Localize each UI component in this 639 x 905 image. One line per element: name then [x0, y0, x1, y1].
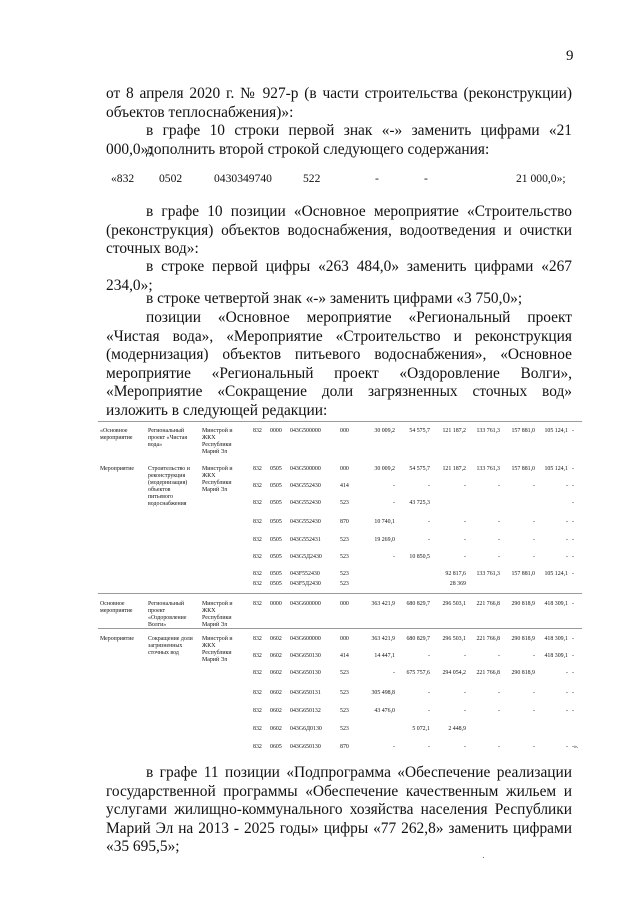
table-cell: -: [572, 670, 574, 676]
table-cell: -: [464, 708, 466, 714]
table-cell: 043G650130: [290, 744, 321, 750]
table-cell: 221 766,8: [476, 636, 500, 642]
table-cell: -: [393, 554, 395, 560]
table-cell: 832: [253, 601, 262, 607]
table-divider: [98, 628, 582, 629]
table-cell: 0602: [270, 708, 282, 714]
table-cell: -: [498, 744, 500, 750]
table-cell: -: [498, 554, 500, 560]
table-cell: 680 829,7: [406, 636, 430, 642]
table-cell: -: [498, 653, 500, 659]
table-cell: 832: [253, 653, 262, 659]
table-cell: 832: [253, 554, 262, 560]
table-cell: 832: [253, 670, 262, 676]
table-cell: -: [428, 690, 430, 696]
table-cell: -: [572, 571, 574, 577]
table-cell: -: [498, 483, 500, 489]
table-cell: 043G552430: [290, 519, 321, 525]
table-cell: 414: [340, 653, 349, 659]
table-cell: 043F552430: [290, 571, 320, 577]
table-cell: 43 725,3: [409, 500, 430, 506]
table-cell: 10 740,1: [374, 519, 395, 525]
table-cell: 043G650130: [290, 670, 321, 676]
table-cell: -: [572, 428, 574, 434]
table-cell: 0602: [270, 670, 282, 676]
table-cell: 043G650131: [290, 690, 321, 696]
table-cell-executor: Минстрой и ЖКХ Республики Марий Эл: [202, 636, 233, 663]
table-cell: 832: [253, 483, 262, 489]
paragraph-final: в графе 11 позиции «Подпрограмма «Обеспечение реализации государственной программы «Обеспечение качественным жильем и услугами жилищно-коммунального хозяйства населения Республики Марий Эл на 2013 - 2025 годы» цифры «77 262,8» заменить цифрами «35 695,5»;: [106, 764, 572, 856]
table-cell: 133 761,3: [476, 571, 500, 577]
table-cell: 0505: [270, 537, 282, 543]
table-cell: 870: [340, 744, 349, 750]
table-cell: 000: [340, 428, 349, 434]
inserted-row-cell: 0430349740: [214, 172, 272, 185]
table-cell: 290 818,9: [511, 670, 535, 676]
table-cell: -: [428, 537, 430, 543]
table-cell: 121 187,2: [442, 466, 466, 472]
page-number: 9: [566, 48, 574, 64]
table-cell-kind: Основное мероприятие: [100, 601, 133, 614]
table-cell: -: [572, 708, 574, 714]
table-cell: -: [566, 670, 568, 676]
table-cell: -: [572, 537, 574, 543]
paragraph-6: в строке четвертой знак «-» заменить цифрами «3 750,0»;: [146, 290, 523, 307]
table-cell: -: [566, 554, 568, 560]
table-cell: -: [464, 744, 466, 750]
table-cell: 675 757,6: [406, 670, 430, 676]
paragraph-2: в графе 10 строки первой знак «-» заменить цифрами «21 000,0»;: [106, 122, 572, 158]
table-cell: 105 124,1: [544, 428, 568, 434]
table-cell: 14 447,1: [374, 653, 395, 659]
table-cell: -: [393, 744, 395, 750]
table-cell: 0602: [270, 636, 282, 642]
table-cell: 157 881,0: [511, 428, 535, 434]
table-cell: -: [464, 653, 466, 659]
table-cell: 832: [253, 428, 262, 434]
table-cell: 523: [340, 554, 349, 560]
table-cell: 523: [340, 690, 349, 696]
table-cell: 043F5Д2430: [290, 581, 321, 587]
table-cell: 870: [340, 519, 349, 525]
table-cell: 043G552430: [290, 500, 321, 506]
table-cell: 30 009,2: [374, 466, 395, 472]
table-divider: [98, 421, 582, 422]
table-cell: 0000: [270, 601, 282, 607]
table-cell-executor: Минстрой и ЖКХ Республики Марий Эл: [202, 601, 233, 628]
table-cell-name: Строительство и реконструкция (модернизация) объектов питьевого водоснабжения: [148, 466, 190, 507]
table-cell: 290 818,9: [511, 601, 535, 607]
table-cell: 28 369: [449, 581, 466, 587]
table-cell: 133 761,3: [476, 466, 500, 472]
table-cell: 221 766,8: [476, 601, 500, 607]
table-cell: -: [566, 483, 568, 489]
table-cell: 0505: [270, 571, 282, 577]
table-cell-name: Сокращение доли загрязненных сточных вод: [148, 636, 193, 656]
table-cell: 523: [340, 708, 349, 714]
table-cell: 043G5Д2430: [290, 554, 322, 560]
table-cell-name: Региональный проект «Чистая вода»: [148, 428, 188, 448]
table-cell: -: [428, 519, 430, 525]
table-cell: -: [533, 690, 535, 696]
table-cell: -: [464, 519, 466, 525]
table-cell: 000: [340, 636, 349, 642]
table-cell: -: [464, 483, 466, 489]
table-cell: 418 309,1: [544, 601, 568, 607]
table-cell: -: [393, 500, 395, 506]
table-cell: 0602: [270, 726, 282, 732]
table-cell: 043G500000: [290, 428, 321, 434]
table-cell: 832: [253, 519, 262, 525]
paragraph-5: в строке первой цифры «263 484,0» заменить цифрами «267 234,0»;: [106, 258, 572, 294]
table-cell: 414: [340, 483, 349, 489]
table-cell: 305 498,8: [371, 690, 395, 696]
table-cell: 523: [340, 726, 349, 732]
table-cell: -: [464, 690, 466, 696]
table-cell-kind: «Основное мероприятие: [100, 428, 133, 441]
table-cell: 0505: [270, 519, 282, 525]
table-cell: -: [393, 483, 395, 489]
table-cell: 0605: [270, 744, 282, 750]
table-cell: -: [533, 744, 535, 750]
table-cell: -: [572, 466, 574, 472]
paragraph-3: дополнить второй строкой следующего содержания:: [146, 141, 490, 158]
table-cell: 832: [253, 581, 262, 587]
table-cell: -: [566, 744, 568, 750]
table-cell: 0000: [270, 428, 282, 434]
table-cell: -: [428, 483, 430, 489]
table-cell: 832: [253, 690, 262, 696]
table-cell: -: [393, 670, 395, 676]
table-cell: 043G552431: [290, 537, 321, 543]
table-cell: 2 448,9: [448, 726, 466, 732]
table-cell: 832: [253, 708, 262, 714]
table-cell: -: [572, 519, 574, 525]
table-cell: 157 881,0: [511, 466, 535, 472]
table-cell: 0505: [270, 500, 282, 506]
inserted-row-cell: «832: [111, 172, 135, 185]
table-cell: -: [566, 537, 568, 543]
table-cell: 832: [253, 466, 262, 472]
table-cell: 5 072,1: [412, 726, 430, 732]
table-cell: -: [566, 519, 568, 525]
inserted-row-cell: -: [375, 172, 379, 185]
table-cell: 000: [340, 466, 349, 472]
table-cell: -: [533, 483, 535, 489]
table-cell: 294 054,2: [442, 670, 466, 676]
table-cell: 000: [340, 601, 349, 607]
table-cell: 0505: [270, 466, 282, 472]
table-cell: -: [498, 690, 500, 696]
table-cell: 832: [253, 537, 262, 543]
table-cell: 043G600000: [290, 601, 321, 607]
table-cell: 043G6Д0130: [290, 726, 322, 732]
table-cell: 832: [253, 500, 262, 506]
table-cell: 105 124,1: [544, 571, 568, 577]
inserted-row-cell: 0502: [159, 172, 183, 185]
table-cell: 832: [253, 636, 262, 642]
table-cell: 221 766,8: [476, 670, 500, 676]
table-cell: -».: [572, 744, 579, 750]
table-cell: 043G500000: [290, 466, 321, 472]
paragraph-7: позиции «Основное мероприятие «Региональный проект «Чистая вода», «Мероприятие «Строительство и реконструкция (модернизация) объектов питьевого водоснабжения», «Основное мероприятие «Региональный проект «Оздоровление Волги», «Мероприятие «Сокращение доли загрязненных сточных вод» изложить в следующей редакции:: [106, 309, 572, 419]
table-cell: -: [572, 500, 574, 506]
table-cell: 832: [253, 571, 262, 577]
table-cell: -: [464, 537, 466, 543]
paragraph-1: от 8 апреля 2020 г. № 927-р (в части строительства (реконструкции) объектов теплоснабжения)»:: [106, 85, 572, 121]
inserted-row-cell: -: [424, 172, 428, 185]
table-cell: 043G650130: [290, 653, 321, 659]
table-cell: 10 850,5: [409, 554, 430, 560]
table-cell: 0602: [270, 690, 282, 696]
table-cell: -: [572, 483, 574, 489]
table-cell: -: [533, 554, 535, 560]
table-cell: -: [533, 519, 535, 525]
table-cell: -: [428, 653, 430, 659]
table-divider: [98, 593, 582, 594]
table-cell: 523: [340, 500, 349, 506]
table-cell: 0602: [270, 653, 282, 659]
paragraph-4: в графе 10 позиции «Основное мероприятие «Строительство (реконструкция) объектов водоснабжения, водоотведения и очистки сточных вод»:: [106, 203, 572, 258]
table-cell: -: [566, 708, 568, 714]
table-cell: -: [572, 601, 574, 607]
table-cell: 19 269,0: [374, 537, 395, 543]
table-cell: 43 476,0: [374, 708, 395, 714]
table-cell: 92 817,6: [445, 571, 466, 577]
table-cell: 043G552430: [290, 483, 321, 489]
table-cell: 0505: [270, 554, 282, 560]
table-cell: 832: [253, 726, 262, 732]
scan-speck: [483, 857, 484, 858]
table-cell: 296 503,1: [442, 636, 466, 642]
table-cell: -: [572, 653, 574, 659]
table-cell: 680 829,7: [406, 601, 430, 607]
table-cell: -: [572, 554, 574, 560]
table-cell: 363 421,9: [371, 636, 395, 642]
table-cell: 121 187,2: [442, 428, 466, 434]
table-cell: 043G650132: [290, 708, 321, 714]
table-cell: 0505: [270, 581, 282, 587]
table-cell: -: [428, 708, 430, 714]
table-cell: -: [572, 690, 574, 696]
table-cell: -: [498, 708, 500, 714]
table-cell-kind: Мероприятие: [100, 466, 134, 472]
table-cell: 418 309,1: [544, 653, 568, 659]
table-cell: 296 503,1: [442, 601, 466, 607]
table-cell: -: [533, 537, 535, 543]
inserted-row-cell: 21 000,0»;: [516, 172, 566, 185]
table-cell: 157 881,0: [511, 571, 535, 577]
table-cell: 30 009,2: [374, 428, 395, 434]
table-cell: -: [428, 744, 430, 750]
table-cell: 0505: [270, 483, 282, 489]
table-cell: 523: [340, 537, 349, 543]
table-cell: 523: [340, 670, 349, 676]
table-cell: -: [533, 653, 535, 659]
table-cell: 105 124,1: [544, 466, 568, 472]
table-cell: 418 309,1: [544, 636, 568, 642]
table-cell: -: [533, 708, 535, 714]
table-cell: -: [498, 519, 500, 525]
table-cell: -: [498, 537, 500, 543]
table-cell-executor: Минстрой и ЖКХ Республики Марий Эл: [202, 466, 233, 493]
table-cell: -: [572, 636, 574, 642]
table-cell: 54 575,7: [409, 428, 430, 434]
table-cell: 363 421,9: [371, 601, 395, 607]
inserted-row-cell: 522: [303, 172, 321, 185]
table-cell: 832: [253, 744, 262, 750]
table-cell: 523: [340, 581, 349, 587]
table-cell-name: Региональный проект «Оздоровление Волги»: [148, 601, 187, 628]
table-cell: 290 818,9: [511, 636, 535, 642]
table-cell: 54 575,7: [409, 466, 430, 472]
table-cell-executor: Минстрой и ЖКХ Республики Марий Эл: [202, 428, 233, 455]
table-cell: 523: [340, 571, 349, 577]
table-cell: 133 761,3: [476, 428, 500, 434]
table-cell-kind: Мероприятие: [100, 636, 134, 642]
table-cell: 043G600000: [290, 636, 321, 642]
table-cell: -: [464, 554, 466, 560]
table-cell: -: [566, 690, 568, 696]
